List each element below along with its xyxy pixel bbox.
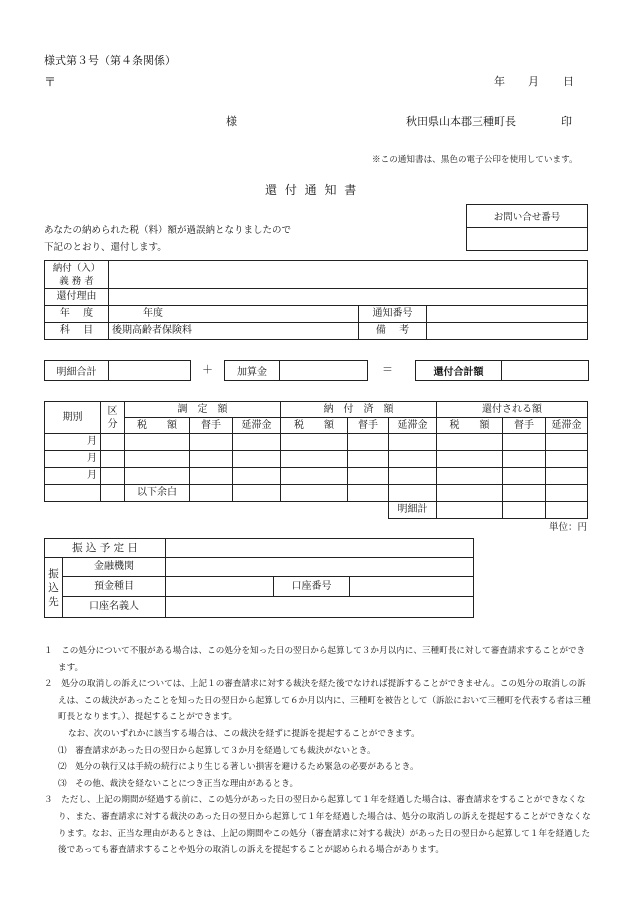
intro-line-2: 下記のとおり、還付します。 xyxy=(44,242,167,253)
transfer-table xyxy=(44,538,474,618)
table-row xyxy=(45,468,588,485)
info-table xyxy=(44,260,588,340)
table-row xyxy=(45,502,588,519)
document-title: 還 付 通 知 書 xyxy=(265,183,359,197)
account-type-label: 預金種目 xyxy=(63,577,166,597)
table-row xyxy=(45,451,588,468)
blank-below-note: 以下余白 xyxy=(125,485,190,502)
division-header: 区 分 xyxy=(101,402,125,434)
legal-notes xyxy=(44,643,592,859)
date-month: 月 xyxy=(528,75,539,88)
account-holder-value xyxy=(166,597,474,618)
date-day: 日 xyxy=(563,75,574,88)
institution-value xyxy=(166,558,474,577)
seal-mark: 印 xyxy=(561,115,572,128)
form-number: 様式第３号（第４条関係） xyxy=(44,54,176,67)
note-item: ３ ただし、上記の期間が経過する前に、この処分があった日の翌日から起算して１年を経過した場合は、審査請求をすることができなくなり、また、審査請求に対する裁決のあった日の翌日から起算して１年を経過した場合は、処分の取消しの訴えを提起することができなくなります。なお、正当な理由があるときは、上記の期間やこの処分（審査請求に対する裁決）があった日の翌日から起算して１年を経過した後であっても審査請求することや処分の取消しの訴えを提起することが認められる場合があります。 xyxy=(44,795,591,856)
scheduled-date-value xyxy=(166,539,474,558)
assessed-amount-header: 調 定 額 xyxy=(125,402,281,418)
postal-mark: 〒 xyxy=(44,75,57,89)
addition-label: 加算金 xyxy=(225,361,280,380)
seal-note: ※この通知書は、黒色の電子公印を使用しています。 xyxy=(372,155,578,165)
refund-amount-header: 還付される額 xyxy=(437,402,588,418)
notice-number-value xyxy=(427,306,588,323)
dunning-fee-header: 督手 xyxy=(503,418,546,434)
unit-label: 単位：円 xyxy=(549,522,588,533)
account-number-value xyxy=(350,577,474,597)
inquiry-label: お問い合せ番号 xyxy=(467,205,587,228)
institution-label: 金融機関 xyxy=(63,558,166,577)
detail-table xyxy=(44,401,588,519)
reason-value xyxy=(109,289,588,306)
late-charge-header: 延滞金 xyxy=(389,418,437,434)
note-item: ⑵ 処分の執行又は手続の続行により生じる著しい損害を避けるため緊急の必要があるとき。 xyxy=(58,762,419,773)
dunning-fee-header: 督手 xyxy=(190,418,233,434)
item-value: 後期高齢者保険料 xyxy=(109,323,359,340)
remarks-label: 備 考 xyxy=(359,323,427,340)
notice-number-label: 通知番号 xyxy=(359,306,427,323)
late-charge-header: 延滞金 xyxy=(233,418,281,434)
note-item: なお、次のいずれかに該当する場合は、この裁決を経ずに提訴を提起することができます。 xyxy=(68,728,420,739)
late-charge-header: 延滞金 xyxy=(546,418,588,434)
tax-amount-header: 税 額 xyxy=(125,418,190,434)
table-row xyxy=(45,485,588,502)
tax-amount-header: 税 額 xyxy=(437,418,503,434)
addition-box xyxy=(224,360,368,381)
issuer-name: 秋田県山本郡三種町長 xyxy=(406,115,516,128)
tax-amount-header: 税 額 xyxy=(281,418,348,434)
remarks-value xyxy=(427,323,588,340)
account-type-value xyxy=(166,577,274,597)
plus-sign: ＋ xyxy=(202,363,213,376)
equals-sign: ＝ xyxy=(382,363,393,376)
dunning-fee-header: 督手 xyxy=(348,418,389,434)
taxpayer-label: 納付（入） 義 務 者 xyxy=(45,261,109,289)
note-item: ２ 処分の取消しの訴えについては、上記１の審査請求に対する裁決を経た後でなければ提訴することができません。この処分の取消しの訴えは、この裁決があったことを知った日の翌日から起算して６か月以内に、三種町を被告として（訴訟において三種町を代表する者は三種町長となります。）、提起することができます。 xyxy=(44,679,591,723)
note-item: ⑴ 審査請求があった日の翌日から起算して３か月を経過しても裁決がないとき。 xyxy=(58,745,376,756)
transfer-destination-label: 振 込 先 xyxy=(45,558,63,618)
reason-label: 還付理由 xyxy=(45,289,109,306)
paid-amount-header: 納 付 済 額 xyxy=(281,402,437,418)
month-cell: 月 xyxy=(45,468,101,485)
intro-line-1: あなたの納められた税（料）額が過誤納となりましたので xyxy=(44,225,292,236)
account-number-label: 口座番号 xyxy=(274,577,350,597)
detail-subtotal-label: 明細計 xyxy=(389,502,437,519)
table-row xyxy=(45,434,588,451)
year-value: 年度 xyxy=(109,306,359,323)
addressee-suffix: 様 xyxy=(226,115,237,128)
year-label: 年 度 xyxy=(45,306,109,323)
inquiry-box xyxy=(466,204,588,251)
account-holder-label: 口座名義人 xyxy=(63,597,166,618)
refund-total-label: 還付合計額 xyxy=(416,361,502,380)
note-item: １ この処分について不服がある場合は、この処分を知った日の翌日から起算して３か月以内に、三種町長に対して審査請求することができます。 xyxy=(44,646,586,673)
refund-total-box xyxy=(415,360,589,381)
detail-total-label: 明細合計 xyxy=(45,361,109,380)
note-item: ⑶ その他、裁決を経ないことにつき正当な理由があるとき。 xyxy=(58,778,299,789)
date-year: 年 xyxy=(494,75,505,88)
scheduled-date-label: 振 込 予 定 日 xyxy=(45,539,166,558)
month-cell: 月 xyxy=(45,434,101,451)
period-header: 期別 xyxy=(45,402,101,434)
taxpayer-value xyxy=(109,261,588,289)
detail-total-box xyxy=(44,360,191,381)
month-cell: 月 xyxy=(45,451,101,468)
item-label: 科 目 xyxy=(45,323,109,340)
